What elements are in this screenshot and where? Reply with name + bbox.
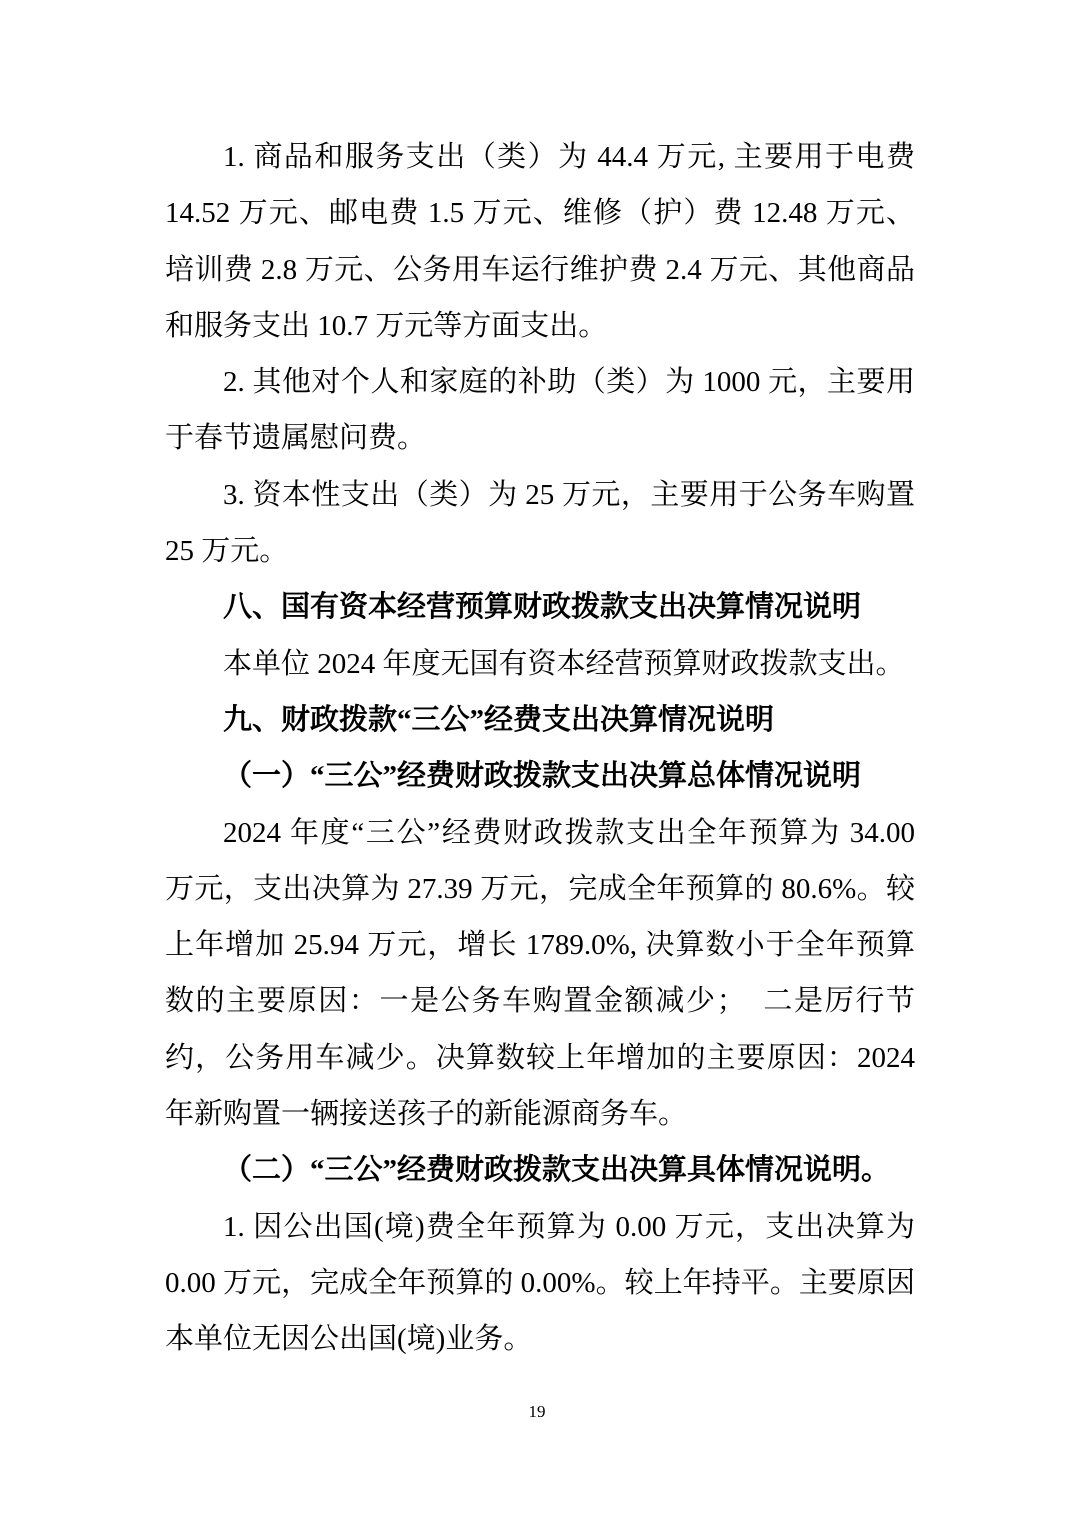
para-three-public-overview: 2024 年度“三公”经费财政拨款支出全年预算为 34.00 万元，支出决算为 27.39 万元，完成全年预算的 80.6%。较上年增加 25.94 万元，增长 1789.0%, 决算数小于全年预算数的主要原因：一是公务车购置金额减少； 二是厉行节约，公务用车减少。决算数较上年增加的主要原因：2024 年新购置一辆接送孩子的新能源商务车。	[165, 816, 915, 1131]
para-overseas-travel-expense: 1. 因公出国(境)费全年预算为 0.00 万元，支出决算为 0.00 万元，完成全年预算的 0.00%。较上年持平。主要原因本单位无因公出国(境)业务。	[165, 1210, 915, 1356]
heading-subsection-two: （二）“三公”经费财政拨款支出决算具体情况说明。	[223, 1154, 891, 1187]
para-capital-expense: 3. 资本性支出（类）为 25 万元，主要用于公务车购置 25 万元。	[165, 478, 915, 568]
heading-section-eight: 八、国有资本经营预算财政拨款支出决算情况说明	[223, 591, 862, 624]
page-number: 19	[528, 1402, 546, 1421]
para-no-state-capital-budget: 本单位 2024 年度无国有资本经营预算财政拨款支出。	[223, 647, 905, 680]
para-goods-services-expense: 1. 商品和服务支出（类）为 44.4 万元, 主要用于电费 14.52 万元、邮电费 1.5 万元、维修（护）费 12.48 万元、培训费 2.8 万元、公务用车运行维护费 2.4 万元、其他商品和服务支出 10.7 万元等方面支出。	[165, 141, 915, 342]
heading-section-nine: 九、财政拨款“三公”经费支出决算情况说明	[223, 703, 775, 736]
para-individual-family-subsidy: 2. 其他对个人和家庭的补助（类）为 1000 元，主要用于春节遗属慰问费。	[165, 366, 915, 455]
heading-subsection-one: （一）“三公”经费财政拨款支出决算总体情况说明	[223, 760, 862, 793]
document-body	[165, 129, 915, 1368]
